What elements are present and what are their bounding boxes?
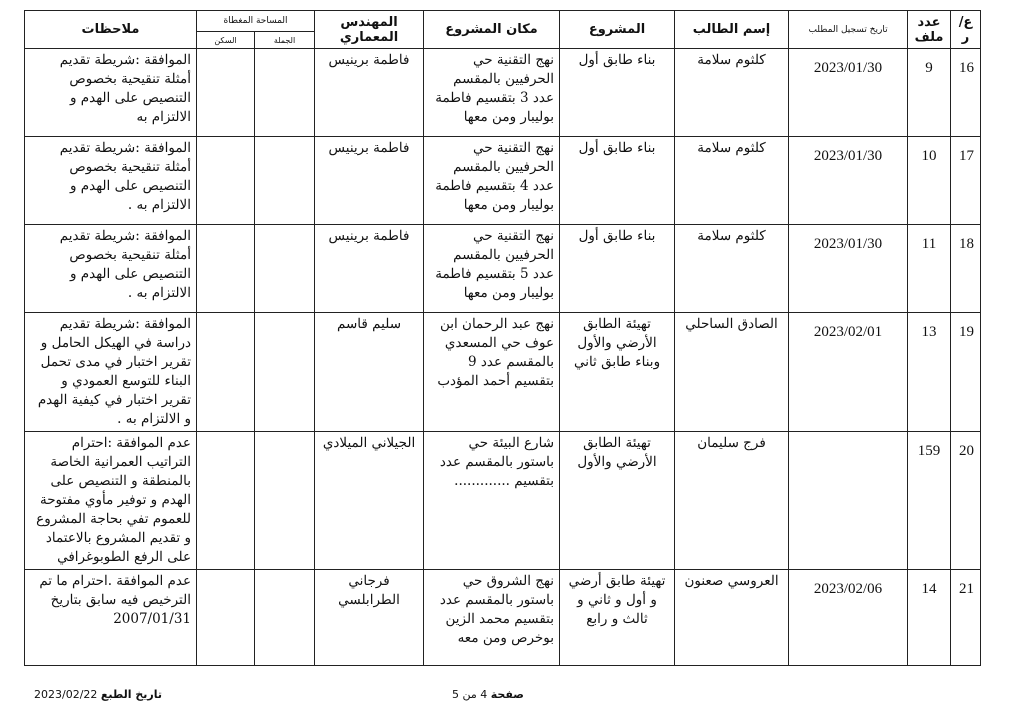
table-row xyxy=(25,49,981,137)
cell-applicant: الصادق الساحلي xyxy=(675,313,789,432)
table-row xyxy=(25,313,981,432)
cell-file: 14 xyxy=(908,570,951,666)
page-current: 4 xyxy=(480,688,488,701)
cell-num: 19 xyxy=(951,313,981,432)
header-applicant: إسم الطالب xyxy=(675,11,789,49)
header-row xyxy=(25,11,981,32)
cell-applicant: كلثوم سلامة xyxy=(675,225,789,313)
cell-location: نهج التقنية حي الحرفيين بالمقسم عدد 3 بتقسيم فاطمة بوليبار ومن معها xyxy=(424,49,560,137)
cell-area-housing xyxy=(197,137,255,225)
print-date: 2023/02/22 xyxy=(34,688,98,701)
table-row xyxy=(25,570,981,666)
cell-notes: عدم الموافقة :احترام التراتيب العمرانية الخاصة بالمنطقة و التنصيص على الهدم و توفير مأوي مفتوحة للعموم تفي بحاجة المشروع و تقديم المشروع بالاعتماد على الرفع الطوبوغرافي xyxy=(25,432,197,570)
cell-area-housing xyxy=(197,313,255,432)
cell-area-total xyxy=(255,137,315,225)
header-project: المشروع xyxy=(560,11,675,49)
cell-project: بناء طابق أول xyxy=(560,137,675,225)
cell-notes: عدم الموافقة .احترام ما تم الترخيص فيه سابق بتاريخ 2007/01/31 xyxy=(25,570,197,666)
cell-date: 2023/02/01 xyxy=(789,313,908,432)
cell-architect: فاطمة برينيس xyxy=(315,225,424,313)
cell-num: 16 xyxy=(951,49,981,137)
cell-area-total xyxy=(255,49,315,137)
header-architect: المهندس المعماري xyxy=(315,11,424,49)
cell-area-housing xyxy=(197,432,255,570)
page-of: من xyxy=(462,688,477,701)
header-area-housing: السكن xyxy=(197,32,255,49)
cell-num: 17 xyxy=(951,137,981,225)
cell-area-total xyxy=(255,225,315,313)
page-label: صفحة xyxy=(490,688,524,701)
cell-notes: الموافقة :شريطة تقديم دراسة في الهيكل الحامل و تقرير اختبار في مدى تحمل البناء للتوسع العمودي و تقرير اختبار في كيفية الهدم و الالتزام به . xyxy=(25,313,197,432)
header-file: عدد ملف xyxy=(908,11,951,49)
cell-location: نهج عبد الرحمان ابن عوف حي المسعدي بالمقسم عدد 9 بتقسيم أحمد المؤدب xyxy=(424,313,560,432)
cell-architect: فاطمة برينيس xyxy=(315,137,424,225)
cell-notes: الموافقة :شريطة تقديم أمثلة تنقيحية بخصوص التنصيص على الهدم و الالتزام به xyxy=(25,49,197,137)
cell-area-housing xyxy=(197,570,255,666)
header-location: مكان المشروع xyxy=(424,11,560,49)
cell-date: 2023/01/30 xyxy=(789,137,908,225)
cell-architect: فرجاني الطرابلسي xyxy=(315,570,424,666)
cell-file: 11 xyxy=(908,225,951,313)
cell-project: بناء طابق أول xyxy=(560,49,675,137)
cell-notes: الموافقة :شريطة تقديم أمثلة تنقيحية بخصوص التنصيص على الهدم و الالتزام به . xyxy=(25,225,197,313)
cell-project: تهيئة الطابق الأرضي والأول وبناء طابق ثاني xyxy=(560,313,675,432)
cell-project: تهيئة طابق أرضي و أول و ثاني و ثالث و رابع xyxy=(560,570,675,666)
cell-date: 2023/01/30 xyxy=(789,225,908,313)
cell-architect: الجيلاني الميلادي xyxy=(315,432,424,570)
page-footer xyxy=(0,684,1024,704)
header-date: تاريخ تسجيل المطلب xyxy=(789,11,908,49)
cell-notes: الموافقة :شريطة تقديم أمثلة تنقيحية بخصوص التنصيص على الهدم و الالتزام به . xyxy=(25,137,197,225)
table-row xyxy=(25,432,981,570)
cell-file: 13 xyxy=(908,313,951,432)
cell-applicant: العروسي صعنون xyxy=(675,570,789,666)
cell-applicant: فرج سليمان xyxy=(675,432,789,570)
page-total: 5 xyxy=(452,688,459,701)
cell-num: 21 xyxy=(951,570,981,666)
cell-num: 18 xyxy=(951,225,981,313)
header-num: ع/ر xyxy=(951,11,981,49)
cell-architect: سليم قاسم xyxy=(315,313,424,432)
cell-applicant: كلثوم سلامة xyxy=(675,49,789,137)
print-label: تاريخ الطبع xyxy=(100,688,163,701)
cell-project: بناء طابق أول xyxy=(560,225,675,313)
cell-date: 2023/02/06 xyxy=(789,570,908,666)
cell-date xyxy=(789,432,908,570)
cell-area-housing xyxy=(197,225,255,313)
header-notes: ملاحظات xyxy=(25,11,197,49)
cell-location: شارع البيئة حي باستور بالمقسم عدد بتقسيم ............. xyxy=(424,432,560,570)
cell-architect: فاطمة برينيس xyxy=(315,49,424,137)
table-row xyxy=(25,137,981,225)
page-number xyxy=(452,688,524,701)
print-info xyxy=(34,688,162,701)
cell-area-total xyxy=(255,313,315,432)
header-area: المساحة المغطاة xyxy=(197,11,315,32)
cell-location: نهج التقنية حي الحرفيين بالمقسم عدد 5 بتقسيم فاطمة بوليبار ومن معها xyxy=(424,225,560,313)
table-row xyxy=(25,225,981,313)
cell-area-total xyxy=(255,570,315,666)
cell-area-housing xyxy=(197,49,255,137)
cell-area-total xyxy=(255,432,315,570)
cell-date: 2023/01/30 xyxy=(789,49,908,137)
cell-location: نهج الشروق حي باستور بالمقسم عدد بتقسيم محمد الزين بوخرص ومن معه xyxy=(424,570,560,666)
cell-project: تهيئة الطابق الأرضي والأول xyxy=(560,432,675,570)
decisions-table xyxy=(24,10,981,666)
cell-file: 10 xyxy=(908,137,951,225)
header-area-total: الجملة xyxy=(255,32,315,49)
cell-num: 20 xyxy=(951,432,981,570)
cell-location: نهج التقنية حي الحرفيين بالمقسم عدد 4 بتقسيم فاطمة بوليبار ومن معها xyxy=(424,137,560,225)
cell-applicant: كلثوم سلامة xyxy=(675,137,789,225)
cell-file: 9 xyxy=(908,49,951,137)
cell-file: 159 xyxy=(908,432,951,570)
